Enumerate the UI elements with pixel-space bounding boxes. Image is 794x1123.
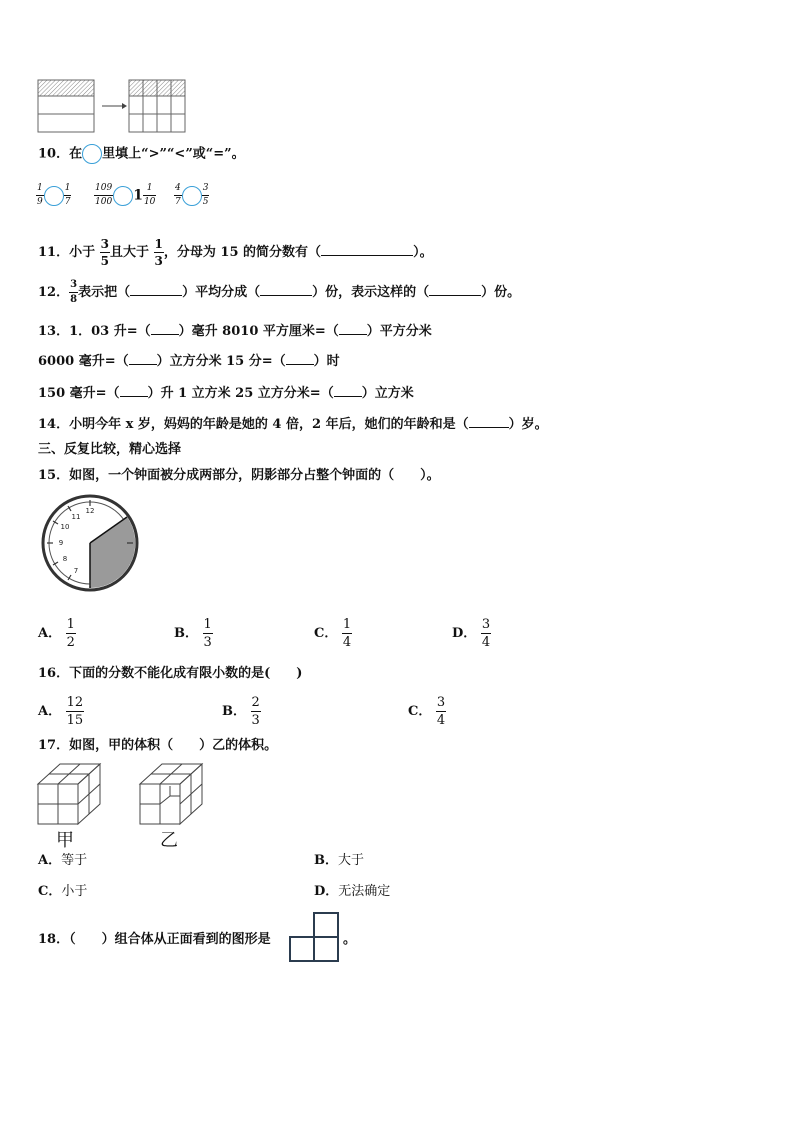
answer-circle[interactable] xyxy=(44,186,64,206)
answer-blank[interactable] xyxy=(469,415,509,428)
question-14: 14．小明今年 x 岁，妈妈的年龄是她的 4 倍，2 年后，她们的年龄和是（ ）岁。 xyxy=(38,417,548,432)
q17-option-d[interactable]: D．无法确定 xyxy=(314,884,391,899)
q15-option-c[interactable]: C． $\frac{1}{4}$ xyxy=(314,617,352,650)
q15-option-d[interactable]: D． $\frac{3}{4}$ xyxy=(452,617,491,650)
answer-blank[interactable] xyxy=(151,322,179,335)
q10-item-3: $\frac{4}{7}$ $\frac{3}{5}$ xyxy=(175,183,209,207)
answer-blank[interactable] xyxy=(321,243,413,256)
q15-option-b[interactable]: B． $\frac{1}{3}$ xyxy=(174,617,212,650)
cube-jia-figure xyxy=(36,760,104,828)
answer-blank[interactable] xyxy=(129,352,157,365)
q17-option-b[interactable]: B．大于 xyxy=(314,853,365,868)
clock-face-figure xyxy=(40,494,144,594)
q17-option-a[interactable]: A．等于 xyxy=(38,853,88,868)
q15-option-a[interactable]: A． $\frac{1}{2}$ xyxy=(38,617,75,650)
answer-circle[interactable] xyxy=(182,186,202,206)
q15-options xyxy=(38,608,758,648)
question-13-row-2: 6000 毫升=（ ）立方分米 15 分=（ ）时 xyxy=(38,354,340,369)
q10-item-2: $\frac{109}{100}$ 1 $\frac{1}{10}$ xyxy=(95,183,156,207)
svg-text:12: 12 xyxy=(85,507,95,515)
question-13-row-1: 13．1．03 升=（ ）毫升 8010 平方厘米=（ ）平方分米 xyxy=(38,324,432,339)
cube-yi-figure xyxy=(138,760,206,828)
question-16: 16．下面的分数不能化成有限小数的是( ) xyxy=(38,666,303,681)
q16-option-b[interactable]: B． $\frac{2}{3}$ xyxy=(222,695,260,728)
answer-blank[interactable] xyxy=(286,352,314,365)
question-10: 10．在 里填上“>”“<”或“=”。 xyxy=(38,144,245,164)
question-13-row-3: 150 毫升=（ ）升 1 立方米 25 立方分米=（ ）立方米 xyxy=(38,386,414,401)
q10-item-1: $\frac{1}{9}$ $\frac{1}{7}$ xyxy=(37,183,71,207)
svg-text:7: 7 xyxy=(73,567,79,575)
answer-blank[interactable] xyxy=(429,283,481,296)
svg-text:8: 8 xyxy=(62,555,68,563)
question-17: 17．如图，甲的体积（ ）乙的体积。 xyxy=(38,738,278,753)
answer-blank[interactable] xyxy=(334,384,362,397)
label-jia: 甲 xyxy=(56,830,74,851)
grid-transform-figure xyxy=(36,78,190,134)
q16-options xyxy=(38,690,758,730)
svg-text:10: 10 xyxy=(60,523,70,531)
question-11: 11．小于 $\frac{3}{5}$ 且大于 $\frac{1}{3}$ ，分母为 15 的简分数有（ ）。 xyxy=(38,237,433,268)
answer-blank[interactable] xyxy=(130,283,182,296)
svg-text:9: 9 xyxy=(58,539,64,547)
compare-circle-icon xyxy=(82,144,102,164)
question-18: 18．（ ）组合体从正面看到的图形是 xyxy=(38,932,271,947)
section-title: 三、反复比较，精心选择 xyxy=(38,442,182,457)
q16-option-a[interactable]: A． $\frac{12}{15}$ xyxy=(38,695,84,728)
answer-circle[interactable] xyxy=(113,186,133,206)
q16-option-c[interactable]: C． $\frac{3}{4}$ xyxy=(408,695,446,728)
answer-blank[interactable] xyxy=(339,322,367,335)
label-yi: 乙 xyxy=(160,830,178,851)
q17-option-c[interactable]: C．小于 xyxy=(38,884,88,899)
answer-blank[interactable] xyxy=(260,283,312,296)
answer-blank[interactable] xyxy=(120,384,148,397)
q18-end-punct: 。 xyxy=(343,932,357,947)
front-view-shape-figure xyxy=(289,911,341,963)
svg-text:11: 11 xyxy=(71,513,81,521)
question-15: 15．如图，一个钟面被分成两部分，阴影部分占整个钟面的（ ）。 xyxy=(38,468,440,483)
question-12: 12． $\frac{3}{8}$ 表示把（ ）平均分成（ ）份，表示这样的（ ）份。 xyxy=(38,279,521,305)
